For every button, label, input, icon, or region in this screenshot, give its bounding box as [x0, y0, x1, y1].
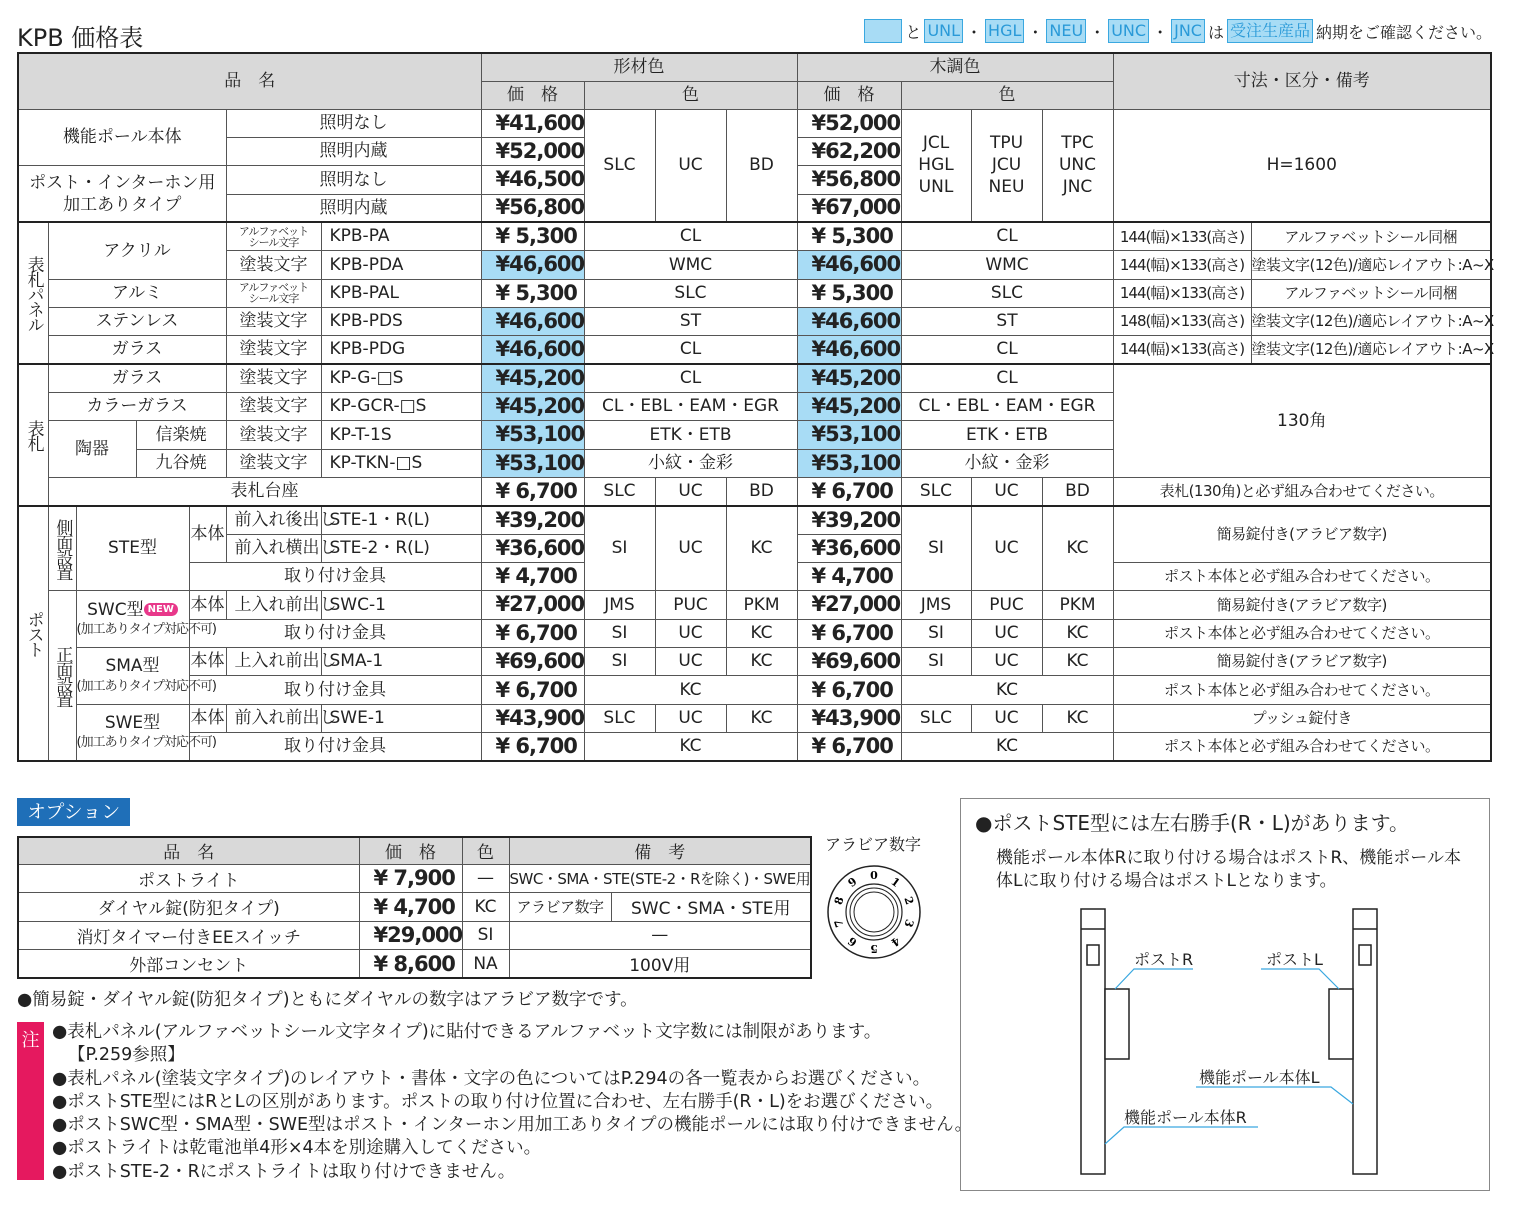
- product-name: 表札台座: [48, 477, 481, 505]
- caution-line: 【P.259参照】: [68, 1045, 185, 1066]
- body-label: 本体: [189, 591, 226, 619]
- header-color: 色: [462, 837, 509, 864]
- table-row: [18, 704, 1491, 732]
- table-row: [18, 109, 1491, 137]
- price: ¥ 6,700: [797, 619, 901, 647]
- header-price: 価 格: [359, 837, 462, 864]
- table-row: [18, 364, 1491, 392]
- color: KC: [1042, 704, 1113, 732]
- remarks: アルファベットシール同梱: [1251, 222, 1491, 250]
- table-row: [18, 676, 1491, 704]
- color: UC: [971, 506, 1042, 591]
- price: ¥45,200: [481, 392, 584, 420]
- color: TPC UNC JNC: [1042, 109, 1113, 222]
- caution-line: ●ポストSTE型にはRとLの区別があります。ポストの取り付け位置に合わせ、左右勝手(R・L)をお選びください。: [52, 1091, 944, 1112]
- legend-swatch: [864, 19, 902, 43]
- post-l-box: [1329, 989, 1353, 1059]
- color: UC: [655, 506, 726, 591]
- price: ¥ 6,700: [797, 733, 901, 761]
- table-row: [18, 279, 1491, 307]
- dial-digit: 2: [901, 895, 917, 907]
- color: TPU JCU NEU: [971, 109, 1042, 222]
- color: CL・EBL・EAM・EGR: [901, 392, 1113, 420]
- dimensions: 144(幅)×133(高さ): [1113, 251, 1251, 279]
- header-remarks: 寸法・区分・備考: [1113, 53, 1491, 109]
- group-label: ポスト: [18, 506, 48, 761]
- remarks: 塗装文字(12色)/適応レイアウト:A~X: [1251, 307, 1491, 335]
- color: KC: [901, 676, 1113, 704]
- dial-digit: 5: [870, 942, 878, 955]
- table-row: [18, 336, 1491, 364]
- color: CL: [584, 336, 797, 364]
- color: SI: [584, 506, 655, 591]
- price: ¥43,900: [481, 704, 584, 732]
- color: KC: [726, 704, 797, 732]
- ste-description: 機能ポール本体Rに取り付ける場合はポストR、機能ポール本体Lに取り付ける場合はポストLとなります。: [996, 848, 1461, 891]
- remarks: 130角: [1113, 364, 1491, 477]
- header-color: 色: [584, 81, 797, 109]
- model: SWE-1: [321, 704, 481, 732]
- remarks: H=1600: [1113, 109, 1491, 222]
- remarks: ポスト本体と必ず組み合わせてください。: [1113, 563, 1491, 591]
- product-name: 陶器: [48, 421, 136, 478]
- product-name: ガラス: [48, 364, 226, 392]
- remarks: 表札(130角)と必ず組み合わせてください。: [1113, 477, 1491, 505]
- color: NA: [462, 950, 509, 979]
- options-heading: オプション: [17, 798, 130, 826]
- caution-line: ●ポストライトは乾電池単4形×4本を別途購入してください。: [52, 1138, 542, 1159]
- variant: 前入れ前出し: [226, 704, 321, 732]
- label-post-l: ポストL: [1266, 950, 1323, 969]
- price: ¥29,000: [359, 921, 462, 950]
- body-label: 本体: [189, 648, 226, 676]
- product-subname: 九谷焼: [136, 449, 226, 477]
- legend-code: NEU: [1046, 19, 1086, 43]
- price: ¥43,900: [797, 704, 901, 732]
- price: ¥ 7,900: [359, 864, 462, 893]
- price: ¥36,600: [797, 534, 901, 562]
- price: ¥ 6,700: [481, 619, 584, 647]
- color: SLC: [901, 279, 1113, 307]
- legend: [864, 19, 1492, 43]
- model-type: SMA型: [105, 656, 160, 677]
- new-badge: NEW: [144, 603, 178, 616]
- dial-digit: 0: [870, 869, 878, 882]
- price: ¥52,000: [481, 137, 584, 165]
- color: ETK・ETB: [901, 421, 1113, 449]
- model-type: SWE型: [104, 712, 161, 733]
- color: SLC: [901, 704, 971, 732]
- price: ¥62,200: [797, 137, 901, 165]
- price: ¥41,600: [481, 109, 584, 137]
- price: ¥ 6,700: [797, 477, 901, 505]
- model: KPB-PA: [321, 222, 481, 250]
- color: PKM: [1042, 591, 1113, 619]
- price: ¥56,800: [797, 166, 901, 194]
- product-subname: 信楽焼: [136, 421, 226, 449]
- color: KC: [584, 733, 797, 761]
- options-table: [17, 836, 812, 979]
- dimensions: 148(幅)×133(高さ): [1113, 307, 1251, 335]
- caution-line: ●表札パネル(塗装文字タイプ)のレイアウト・書体・文字の色についてはP.294の各一覧表からお選びください。: [52, 1068, 931, 1089]
- price: ¥ 5,300: [481, 279, 584, 307]
- table-row: [18, 307, 1491, 335]
- variant: 上入れ前出し: [226, 648, 321, 676]
- color: WMC: [901, 251, 1113, 279]
- product-name: ガラス: [48, 336, 226, 364]
- caution-line: ●ポストSTE-2・Rにポストライトは取り付けできません。: [52, 1161, 516, 1182]
- color: PKM: [726, 591, 797, 619]
- dimensions: 144(幅)×133(高さ): [1113, 336, 1251, 364]
- color: KC: [726, 506, 797, 591]
- caution-line: ●ポストSWC型・SMA型・SWE型はポスト・インターホン用加工ありタイプの機能ポールには取り付けできません。: [52, 1115, 973, 1136]
- color: CL: [901, 364, 1113, 392]
- install-type: 側面設置: [48, 506, 76, 591]
- legend-code: UNL: [924, 19, 963, 43]
- model: KPB-PDA: [321, 251, 481, 279]
- restriction-note: (加工ありタイプ対応不可): [76, 678, 216, 694]
- header-name: 品 名: [18, 53, 481, 109]
- color: PUC: [971, 591, 1042, 619]
- model: STE-2・R(L): [321, 534, 481, 562]
- dial-digit: 4: [888, 934, 903, 950]
- price: ¥53,100: [797, 449, 901, 477]
- price: ¥36,600: [481, 534, 584, 562]
- header-name: 品 名: [18, 837, 359, 864]
- color: UC: [655, 477, 726, 505]
- color: 小紋・金彩: [901, 449, 1113, 477]
- remarks: プッシュ錠付き: [1113, 704, 1491, 732]
- letter-type: 塗装文字: [226, 336, 321, 364]
- table-row: [18, 893, 811, 922]
- product-name: 取り付け金具: [189, 563, 481, 591]
- variant: 照明なし: [226, 166, 481, 194]
- color: CL: [584, 222, 797, 250]
- color: ST: [901, 307, 1113, 335]
- option-name: ダイヤル錠(防犯タイプ): [18, 893, 359, 922]
- color: BD: [1042, 477, 1113, 505]
- color: ST: [584, 307, 797, 335]
- price: ¥46,600: [797, 251, 901, 279]
- table-row: [18, 591, 1491, 619]
- color: CL: [584, 364, 797, 392]
- remarks: SWC・SMA・STE用: [611, 893, 811, 922]
- legend-sep: ・: [1152, 22, 1169, 42]
- color: UC: [655, 648, 726, 676]
- header-color: 色: [901, 81, 1113, 109]
- option-name: 消灯タイマー付きEEスイッチ: [18, 921, 359, 950]
- color: UC: [655, 704, 726, 732]
- legend-sep: ・: [1027, 22, 1044, 42]
- model-type: SWC型: [87, 599, 144, 620]
- price: ¥ 4,700: [481, 563, 584, 591]
- color: —: [462, 864, 509, 893]
- legend-code: UNC: [1108, 19, 1149, 43]
- dial-digit: 7: [831, 917, 847, 929]
- color: KC: [1042, 619, 1113, 647]
- remarks: 簡易錠付き(アラビア数字): [1113, 506, 1491, 563]
- price: ¥ 6,700: [797, 676, 901, 704]
- price: ¥ 6,700: [481, 676, 584, 704]
- price: ¥53,100: [797, 421, 901, 449]
- color: SLC: [901, 477, 971, 505]
- color: KC: [584, 676, 797, 704]
- color: SI: [462, 921, 509, 950]
- caution-notes: [52, 1021, 972, 1184]
- dial-label: アラビア数字: [825, 835, 922, 854]
- price-table: [17, 52, 1492, 762]
- legend-sep: ・: [966, 22, 983, 42]
- dimensions: 144(幅)×133(高さ): [1113, 279, 1251, 307]
- dial-digit: 1: [888, 874, 903, 890]
- price: ¥39,200: [797, 506, 901, 534]
- color: UC: [971, 619, 1042, 647]
- variant: 照明内蔵: [226, 194, 481, 222]
- color: CL: [901, 336, 1113, 364]
- remarks: SWC・SMA・STE(STE-2・Rを除く)・SWE用: [509, 864, 811, 893]
- variant: 前入れ横出し: [226, 534, 321, 562]
- table-row: [18, 477, 1491, 505]
- remarks: ポスト本体と必ず組み合わせてください。: [1113, 619, 1491, 647]
- price: ¥ 6,700: [481, 477, 584, 505]
- product-name: STE型: [76, 506, 189, 591]
- option-name: 外部コンセント: [18, 950, 359, 979]
- remarks: 簡易錠付き(アラビア数字): [1113, 648, 1491, 676]
- table-row: [18, 619, 1491, 647]
- model: STE-1・R(L): [321, 506, 481, 534]
- price: ¥46,600: [481, 307, 584, 335]
- body-label: 本体: [189, 704, 226, 732]
- model: KP-G-□S: [321, 364, 481, 392]
- color: UC: [971, 477, 1042, 505]
- post-r-box: [1105, 989, 1129, 1059]
- variant: 照明内蔵: [226, 137, 481, 165]
- color: SLC: [584, 477, 655, 505]
- price: ¥69,600: [481, 648, 584, 676]
- group-label: 表札: [18, 364, 48, 506]
- color: UC: [655, 619, 726, 647]
- color: SLC: [584, 704, 655, 732]
- color: UC: [971, 648, 1042, 676]
- remarks: アラビア数字: [509, 893, 611, 922]
- letter-type: 塗装文字: [226, 421, 321, 449]
- color: CL・EBL・EAM・EGR: [584, 392, 797, 420]
- model: KPB-PAL: [321, 279, 481, 307]
- color: KC: [462, 893, 509, 922]
- remarks: ポスト本体と必ず組み合わせてください。: [1113, 733, 1491, 761]
- product-name: 取り付け金具: [189, 676, 481, 704]
- model: KP-GCR-□S: [321, 392, 481, 420]
- product-name: 機能ポール本体: [18, 109, 226, 166]
- label-post-r: ポストR: [1134, 950, 1194, 969]
- price: ¥ 4,700: [359, 893, 462, 922]
- legend-to: と: [905, 22, 922, 42]
- table-row: [18, 251, 1491, 279]
- dimensions: 144(幅)×133(高さ): [1113, 222, 1251, 250]
- table-row: [18, 921, 811, 950]
- price: ¥69,600: [797, 648, 901, 676]
- letter-type: 塗装文字: [226, 251, 321, 279]
- table-row: [18, 222, 1491, 250]
- price: ¥46,600: [481, 336, 584, 364]
- restriction-note: (加工ありタイプ対応不可): [76, 735, 216, 751]
- price: ¥ 5,300: [797, 279, 901, 307]
- table-row: [18, 648, 1491, 676]
- header-price: 価 格: [797, 81, 901, 109]
- color: ETK・ETB: [584, 421, 797, 449]
- model: KPB-PDS: [321, 307, 481, 335]
- caution-mark: 注: [17, 1022, 44, 1180]
- remarks: —: [509, 921, 811, 950]
- variant: 前入れ後出し: [226, 506, 321, 534]
- model: KP-T-1S: [321, 421, 481, 449]
- header-remarks: 備 考: [509, 837, 811, 864]
- price: ¥ 6,700: [481, 733, 584, 761]
- price: ¥ 8,600: [359, 950, 462, 979]
- color: SI: [901, 648, 971, 676]
- color: SLC: [584, 279, 797, 307]
- legend-ha: は: [1207, 22, 1224, 42]
- variant: 照明なし: [226, 109, 481, 137]
- table-row: [18, 733, 1491, 761]
- color: WMC: [584, 251, 797, 279]
- header-wood-color: 木調色: [797, 53, 1113, 81]
- price: ¥46,600: [481, 251, 584, 279]
- remarks: 100V用: [509, 950, 811, 979]
- dial-digit: 8: [831, 895, 847, 907]
- color: KC: [901, 733, 1113, 761]
- legend-code: HGL: [985, 19, 1024, 43]
- price: ¥ 5,300: [797, 222, 901, 250]
- color: BD: [726, 477, 797, 505]
- color: CL: [901, 222, 1113, 250]
- legend-made-to-order: 受注生産品: [1227, 19, 1313, 43]
- label-pole-l: 機能ポール本体L: [1199, 1068, 1320, 1087]
- letter-type: 塗装文字: [226, 307, 321, 335]
- table-row: [18, 950, 811, 979]
- table-row: [18, 864, 811, 893]
- color: UC: [971, 704, 1042, 732]
- remarks: ポスト本体と必ず組み合わせてください。: [1113, 676, 1491, 704]
- dial-note: ●簡易錠・ダイヤル錠(防犯タイプ)ともにダイヤルの数字はアラビア数字です。: [17, 990, 638, 1010]
- letter-type: 塗装文字: [226, 364, 321, 392]
- color: KC: [1042, 506, 1113, 591]
- price: ¥45,200: [481, 364, 584, 392]
- variant: 上入れ前出し: [226, 591, 321, 619]
- product-name: ポスト・インターホン用 加工ありタイプ: [18, 166, 226, 223]
- color: KC: [726, 648, 797, 676]
- install-type: 正面設置: [48, 591, 76, 761]
- price: ¥67,000: [797, 194, 901, 222]
- price: ¥45,200: [797, 392, 901, 420]
- letter-type: アルファベット シール文字: [226, 279, 321, 307]
- color: KC: [1042, 648, 1113, 676]
- color: JCL HGL UNL: [901, 109, 971, 222]
- price: ¥56,800: [481, 194, 584, 222]
- ste-heading: ●ポストSTE型には左右勝手(R・L)があります。: [975, 811, 1410, 835]
- product-name: 取り付け金具: [189, 619, 481, 647]
- color: PUC: [655, 591, 726, 619]
- color: BD: [726, 109, 797, 222]
- price: ¥45,200: [797, 364, 901, 392]
- remarks: アルファベットシール同梱: [1251, 279, 1491, 307]
- dial-lock-icon: [824, 862, 924, 962]
- caution-line: ●表札パネル(アルファベットシール文字タイプ)に貼付できるアルファベット文字数には制限があります。: [52, 1022, 882, 1042]
- dial-digit: 3: [901, 917, 917, 929]
- dial-digit: 9: [845, 874, 860, 890]
- letter-type: 塗装文字: [226, 392, 321, 420]
- color: SI: [901, 619, 971, 647]
- label-pole-r: 機能ポール本体R: [1124, 1108, 1247, 1127]
- price: ¥46,600: [797, 336, 901, 364]
- body-label: 本体: [189, 506, 226, 563]
- legend-sep: ・: [1089, 22, 1106, 42]
- legend-tail: 納期をご確認ください。: [1315, 22, 1492, 42]
- dial-digit: 6: [845, 934, 860, 950]
- restriction-note: (加工ありタイプ対応不可): [76, 622, 216, 638]
- product-name: アルミ: [48, 279, 226, 307]
- price: ¥53,100: [481, 421, 584, 449]
- price: ¥ 5,300: [481, 222, 584, 250]
- color: JMS: [901, 591, 971, 619]
- product-name: カラーガラス: [48, 392, 226, 420]
- header-shape-color: 形材色: [481, 53, 797, 81]
- price: ¥ 4,700: [797, 563, 901, 591]
- model: SMA-1: [321, 648, 481, 676]
- group-label: 表札パネル: [18, 222, 48, 364]
- color: SLC: [584, 109, 655, 222]
- letter-type: アルファベット シール文字: [226, 222, 321, 250]
- product-name: 取り付け金具: [189, 733, 481, 761]
- color: 小紋・金彩: [584, 449, 797, 477]
- header-price: 価 格: [481, 81, 584, 109]
- price: ¥27,000: [797, 591, 901, 619]
- option-name: ポストライト: [18, 864, 359, 893]
- color: SI: [901, 506, 971, 591]
- table-row: [18, 506, 1491, 534]
- price: ¥46,600: [797, 307, 901, 335]
- color: KC: [726, 619, 797, 647]
- remarks: 簡易錠付き(アラビア数字): [1113, 591, 1491, 619]
- color: JMS: [584, 591, 655, 619]
- ste-handedness-box: [960, 798, 1490, 1191]
- page-title: KPB 価格表: [17, 24, 144, 52]
- model: SWC-1: [321, 591, 481, 619]
- model: KPB-PDG: [321, 336, 481, 364]
- color: SI: [584, 619, 655, 647]
- price: ¥27,000: [481, 591, 584, 619]
- product-name: アクリル: [48, 222, 226, 279]
- color: SI: [584, 648, 655, 676]
- price: ¥46,500: [481, 166, 584, 194]
- model: KP-TKN-□S: [321, 449, 481, 477]
- product-name: ステンレス: [48, 307, 226, 335]
- price: ¥53,100: [481, 449, 584, 477]
- remarks: 塗装文字(12色)/適応レイアウト:A~X: [1251, 336, 1491, 364]
- letter-type: 塗装文字: [226, 449, 321, 477]
- remarks: 塗装文字(12色)/適応レイアウト:A~X: [1251, 251, 1491, 279]
- price: ¥52,000: [797, 109, 901, 137]
- legend-code: JNC: [1171, 19, 1205, 43]
- color: UC: [655, 109, 726, 222]
- price: ¥39,200: [481, 506, 584, 534]
